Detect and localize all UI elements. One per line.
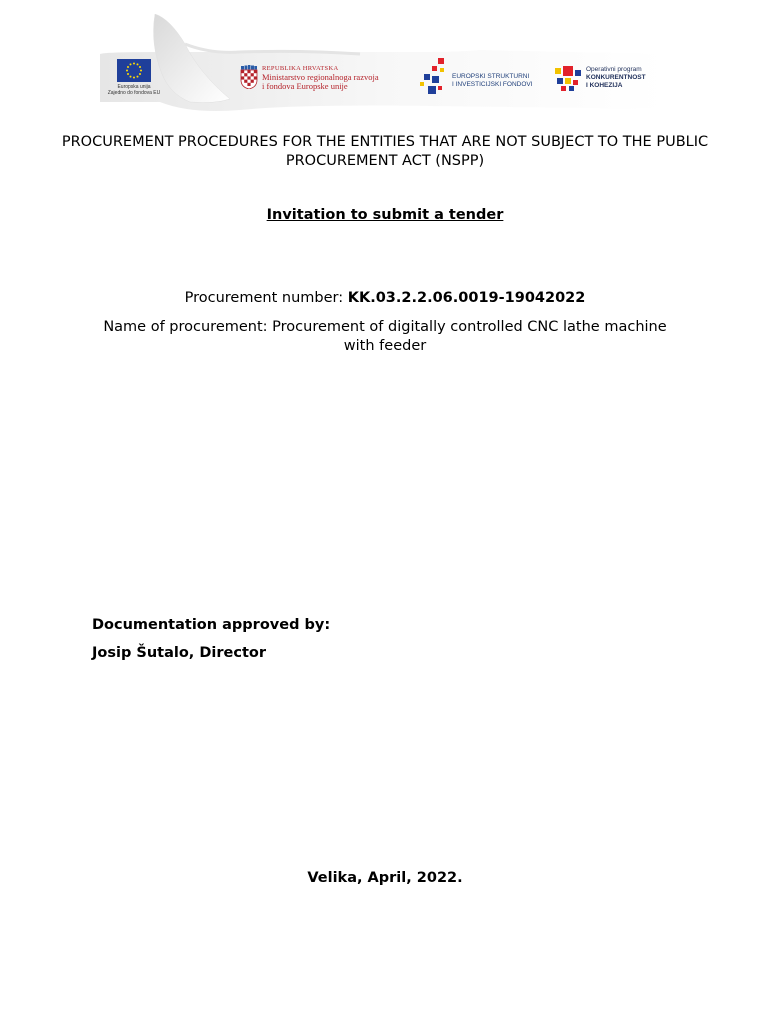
esif-logo — [418, 54, 543, 99]
approver-name: Josip Šutalo, Director — [92, 645, 266, 661]
opkk-logo — [555, 66, 660, 96]
ministry-line3: i fondova Europske unije — [262, 81, 348, 91]
procurement-number-value: KK.03.2.2.06.0019-19042022 — [347, 290, 586, 306]
procurement-number — [60, 290, 710, 306]
esif-text — [452, 73, 533, 89]
opkk-line3 — [586, 82, 646, 90]
opkk-line1: Operativni program — [586, 66, 642, 73]
ministry-text — [262, 64, 379, 91]
procurement-name: Name of procurement: Procurement of digitally controlled CNC lathe machine with feeder — [103, 319, 667, 354]
eu-logo — [104, 59, 164, 96]
procurement-number-label: Procurement number: — [184, 290, 344, 306]
croatian-coat-of-arms-icon — [240, 65, 258, 89]
place-and-date: Velika, April, 2022. — [307, 870, 463, 886]
esif-mark-icon — [418, 54, 452, 96]
opkk-line2 — [586, 74, 646, 82]
ministry-logo — [240, 64, 410, 94]
eu-caption-line1: Europska unija — [117, 84, 151, 90]
document-subtitle: Invitation to submit a tender — [266, 207, 504, 223]
logo-banner — [100, 14, 665, 124]
esif-line1: EUROPSKI STRUKTURNI — [452, 73, 530, 80]
opkk-line3-text: I KOHEZIJA — [586, 82, 623, 89]
esif-line2: I INVESTICIJSKI FONDOVI — [452, 81, 533, 88]
eu-caption-line2: Zajedno do fondova EU — [107, 90, 161, 96]
opkk-mark-icon — [555, 66, 583, 92]
opkk-text — [586, 66, 646, 90]
eu-caption — [104, 84, 164, 96]
ministry-line2: Ministarstvo regionalnoga razvoja — [262, 72, 379, 82]
approved-by-label: Documentation approved by: — [92, 617, 331, 633]
document-title: PROCUREMENT PROCEDURES FOR THE ENTITIES THAT ARE NOT SUBJECT TO THE PUBLIC PROCUREMENT ACT (NSPP) — [61, 134, 709, 169]
eu-flag-icon — [117, 59, 151, 82]
ministry-line1: REPUBLIKA HRVATSKA — [262, 65, 339, 72]
opkk-line2-text: KONKURENTNOST — [586, 74, 646, 81]
